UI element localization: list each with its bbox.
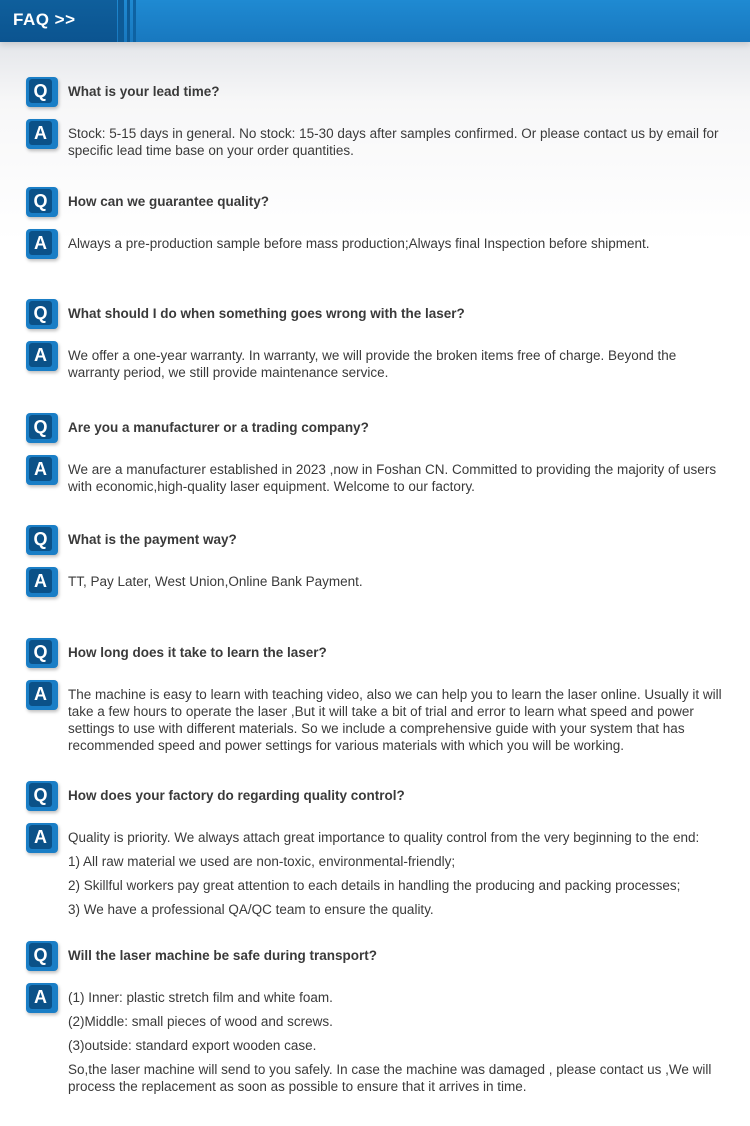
faq-answer-line: 3) We have a professional QA/QC team to ensure the quality.	[68, 902, 434, 917]
faq-answer	[68, 347, 728, 381]
q-badge-icon	[26, 187, 58, 217]
q-badge-label: Q	[29, 527, 52, 551]
header-title: FAQ >>	[13, 10, 76, 29]
a-badge-label: A	[29, 825, 52, 849]
q-badge-icon	[26, 638, 58, 668]
faq-answer	[68, 686, 728, 754]
a-badge-label: A	[29, 985, 52, 1009]
q-badge-icon	[26, 77, 58, 107]
faq-question: What is your lead time?	[68, 84, 220, 99]
a-badge-icon	[26, 119, 58, 149]
faq-answer-line: 2) Skillful workers pay great attention to each details in handling the producing and packing processes;	[68, 878, 681, 893]
faq-answer-line: (1) Inner: plastic stretch film and white foam.	[68, 990, 333, 1005]
a-badge-icon	[26, 567, 58, 597]
a-badge-label: A	[29, 457, 52, 481]
faq-header	[0, 0, 750, 42]
a-badge-label: A	[29, 569, 52, 593]
faq-question: How can we guarantee quality?	[68, 194, 270, 209]
a-badge-icon	[26, 229, 58, 259]
faq-answer	[68, 125, 728, 159]
a-badge-label: A	[29, 682, 52, 706]
faq-question: How does your factory do regarding quality control?	[68, 788, 405, 803]
a-badge-label: A	[29, 121, 52, 145]
faq-question: How long does it take to learn the laser?	[68, 645, 327, 660]
a-badge-icon	[26, 341, 58, 371]
q-badge-icon	[26, 941, 58, 971]
faq-answer-line: Stock: 5-15 days in general. No stock: 15-30 days after samples confirmed. Or please contact us by email for specific lead time base on your order quantities.	[68, 126, 719, 158]
q-badge-label: Q	[29, 301, 52, 325]
faq-answer-line: We offer a one-year warranty. In warranty, we will provide the broken items free of charge. Beyond the warranty period, we still provide maintenance service.	[68, 348, 677, 380]
faq-answer-line: We are a manufacturer established in 2023 ,now in Foshan CN. Committed to providing the majority of users with economic,high-quality laser equipment. Welcome to our factory.	[68, 462, 717, 494]
a-badge-icon	[26, 455, 58, 485]
faq-question: Are you a manufacturer or a trading company?	[68, 420, 369, 435]
q-badge-label: Q	[29, 79, 52, 103]
faq-answer-line: TT, Pay Later, West Union,Online Bank Payment.	[68, 574, 363, 589]
faq-answer-line: The machine is easy to learn with teaching video, also we can help you to learn the laser online. Usually it will take a few hours to operate the laser ,But it will take a bit of trial and error to learn what speed and power settings to use with different materials. So we include a comprehensive guide with your system that has recommended speed and power settings for various materials with which you will be working.	[68, 687, 722, 753]
a-badge-icon	[26, 680, 58, 710]
faq-answer-line: Always a pre-production sample before mass production;Always final Inspection before shipment.	[68, 236, 650, 251]
header-stripe	[118, 0, 124, 42]
a-badge-label: A	[29, 231, 52, 255]
a-badge-icon	[26, 823, 58, 853]
q-badge-icon	[26, 413, 58, 443]
header-stripe	[133, 0, 136, 42]
faq-answer	[68, 829, 728, 918]
faq-answer-line: 1) All raw material we used are non-toxic, environmental-friendly;	[68, 854, 456, 869]
faq-question: Will the laser machine be safe during transport?	[68, 948, 377, 963]
q-badge-icon	[26, 525, 58, 555]
faq-question: What is the payment way?	[68, 532, 237, 547]
q-badge-icon	[26, 299, 58, 329]
faq-answer	[68, 235, 728, 252]
q-badge-label: Q	[29, 640, 52, 664]
faq-answer-line: (3)outside: standard export wooden case.	[68, 1038, 317, 1053]
faq-answer-line: So,the laser machine will send to you safely. In case the machine was damaged , please contact us ,We will process the replacement as soon as possible to ensure that it arrives in time.	[68, 1062, 712, 1094]
faq-answer-line: Quality is priority. We always attach great importance to quality control from the very beginning to the end:	[68, 830, 700, 845]
q-badge-label: Q	[29, 415, 52, 439]
faq-question: What should I do when something goes wrong with the laser?	[68, 306, 465, 321]
a-badge-label: A	[29, 343, 52, 367]
q-badge-label: Q	[29, 943, 52, 967]
q-badge-label: Q	[29, 783, 52, 807]
faq-answer	[68, 989, 728, 1095]
faq-answer	[68, 573, 728, 590]
q-badge-icon	[26, 781, 58, 811]
a-badge-icon	[26, 983, 58, 1013]
q-badge-label: Q	[29, 189, 52, 213]
faq-answer	[68, 461, 728, 495]
faq-answer-line: (2)Middle: small pieces of wood and screws.	[68, 1014, 333, 1029]
header-stripe	[127, 0, 130, 42]
